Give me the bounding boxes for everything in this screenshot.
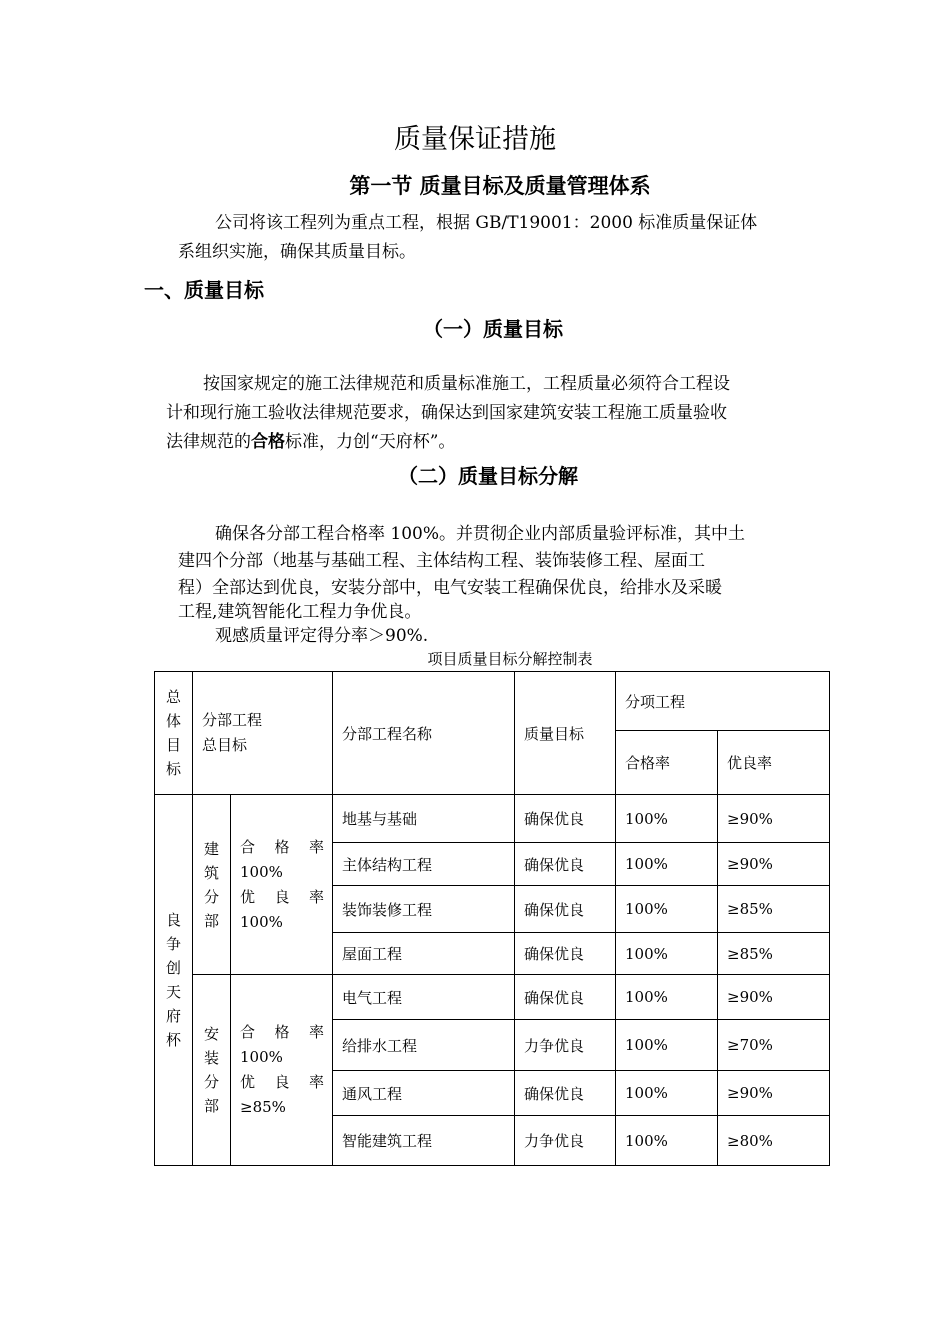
heading-quality-goal: 一、质量目标 bbox=[144, 278, 264, 302]
cell-name: 地基与基础 bbox=[333, 795, 515, 843]
goal-char: 格 bbox=[274, 837, 290, 856]
section-heading: 第一节 质量目标及质量管理体系 bbox=[349, 174, 651, 198]
para3-line-2: 建四个分部（地基与基础工程、主体结构工程、装饰装修工程、屋面工 bbox=[178, 551, 705, 571]
overall-goal-char: 良 bbox=[165, 911, 181, 929]
cell-pass: 100% bbox=[616, 843, 718, 886]
cell-exc: ≥90% bbox=[718, 843, 830, 886]
table-caption: 项目质量目标分解控制表 bbox=[427, 650, 593, 668]
group-label-char: 筑 bbox=[203, 863, 219, 882]
cell-pass: 100% bbox=[616, 1116, 718, 1166]
cell-exc: ≥85% bbox=[718, 933, 830, 975]
cell-pass: 100% bbox=[616, 975, 718, 1020]
header-overall-goal bbox=[155, 672, 193, 795]
para3-line-1: 确保各分部工程合格率 100%。并贯彻企业内部质量验评标准，其中土 bbox=[215, 524, 746, 544]
goal-exc-value: 100% bbox=[240, 912, 283, 931]
cell-exc: ≥90% bbox=[718, 795, 830, 843]
header-sub-goal-line: 分部工程 bbox=[202, 711, 263, 729]
group-label-char: 安 bbox=[203, 1025, 219, 1043]
goal-char: 优 bbox=[240, 887, 256, 906]
cell-target: 确保优良 bbox=[515, 975, 616, 1020]
subheading-quality-goal: （一）质量目标 bbox=[423, 317, 563, 341]
header-name: 分部工程名称 bbox=[333, 672, 515, 795]
goal-char: 优 bbox=[240, 1073, 256, 1091]
header-row-1 bbox=[155, 672, 830, 731]
overall-goal-char: 争 bbox=[165, 935, 181, 953]
header-sub-goal bbox=[193, 672, 333, 795]
header-overall-char: 体 bbox=[165, 712, 181, 730]
goal-char: 率 bbox=[308, 1023, 324, 1041]
cell-target: 确保优良 bbox=[515, 843, 616, 886]
cell-name: 主体结构工程 bbox=[333, 843, 515, 886]
para2-line-3-bold: 合格 bbox=[251, 432, 285, 452]
cell-name: 装饰装修工程 bbox=[333, 886, 515, 933]
goal-char: 良 bbox=[274, 1073, 290, 1091]
goal-pass-label bbox=[240, 1020, 324, 1045]
header-pass-rate: 合格率 bbox=[616, 731, 718, 795]
group-label-char: 建 bbox=[203, 839, 219, 858]
goal-exc-label bbox=[240, 885, 324, 910]
group-goal-installation bbox=[231, 975, 333, 1166]
group-label-char: 装 bbox=[203, 1049, 219, 1067]
cell-name: 智能建筑工程 bbox=[333, 1116, 515, 1166]
group-label-char: 部 bbox=[203, 1097, 219, 1115]
group-label-installation bbox=[193, 975, 231, 1166]
cell-pass: 100% bbox=[616, 1020, 718, 1071]
cell-exc: ≥90% bbox=[718, 1071, 830, 1116]
header-items: 分项工程 bbox=[616, 672, 830, 731]
para2-line-1: 按国家规定的施工法律规范和质量标准施工，工程质量必须符合工程设 bbox=[203, 374, 730, 394]
overall-goal-char: 府 bbox=[165, 1007, 181, 1025]
goal-pass-label bbox=[240, 835, 324, 860]
goal-pass-value: 100% bbox=[240, 862, 283, 881]
para3-line-4: 工程,建筑智能化工程力争优良。 bbox=[178, 602, 422, 622]
header-target: 质量目标 bbox=[515, 672, 616, 795]
goal-char: 率 bbox=[308, 837, 324, 856]
cell-exc: ≥80% bbox=[718, 1116, 830, 1166]
header-overall-char: 总 bbox=[165, 688, 181, 706]
header-overall-char: 标 bbox=[165, 760, 181, 778]
table-row bbox=[155, 795, 830, 843]
para4: 观感质量评定得分率＞90%. bbox=[215, 626, 429, 646]
overall-goal-cell bbox=[155, 795, 193, 1166]
group-label-char: 分 bbox=[203, 1073, 219, 1091]
cell-target: 力争优良 bbox=[515, 1020, 616, 1071]
para2-line-2: 计和现行施工验收法律规范要求，确保达到国家建筑安装工程施工质量验收 bbox=[166, 403, 727, 423]
table-row bbox=[155, 975, 830, 1020]
header-excellent-rate: 优良率 bbox=[718, 731, 830, 795]
quality-goal-table bbox=[154, 671, 830, 1166]
header-sub-goal-line: 总目标 bbox=[202, 736, 248, 754]
group-goal-building bbox=[231, 795, 333, 975]
para2-line-3-pre: 法律规范的 bbox=[166, 432, 251, 452]
document-title: 质量保证措施 bbox=[394, 124, 556, 155]
cell-pass: 100% bbox=[616, 795, 718, 843]
cell-target: 确保优良 bbox=[515, 795, 616, 843]
header-overall-char: 目 bbox=[165, 736, 181, 754]
overall-goal-char: 创 bbox=[165, 959, 181, 977]
group-label-char: 分 bbox=[203, 887, 219, 906]
goal-exc-label bbox=[240, 1070, 324, 1095]
goal-char: 率 bbox=[308, 887, 324, 906]
cell-target: 确保优良 bbox=[515, 933, 616, 975]
para2-line-3 bbox=[166, 428, 455, 456]
cell-name: 给排水工程 bbox=[333, 1020, 515, 1071]
goal-char: 合 bbox=[240, 1023, 256, 1041]
cell-name: 通风工程 bbox=[333, 1071, 515, 1116]
goal-pass-value: 100% bbox=[240, 1048, 283, 1066]
overall-goal-char: 天 bbox=[165, 983, 181, 1001]
group-label-building bbox=[193, 795, 231, 975]
cell-exc: ≥90% bbox=[718, 975, 830, 1020]
intro-line-2: 系组织实施，确保其质量目标。 bbox=[178, 242, 416, 262]
group-label-char: 部 bbox=[203, 911, 219, 930]
goal-char: 合 bbox=[240, 837, 256, 856]
cell-pass: 100% bbox=[616, 933, 718, 975]
para2-line-3-post: 标准，力创“天府杯”。 bbox=[285, 432, 456, 452]
cell-name: 屋面工程 bbox=[333, 933, 515, 975]
cell-name: 电气工程 bbox=[333, 975, 515, 1020]
cell-pass: 100% bbox=[616, 886, 718, 933]
cell-exc: ≥85% bbox=[718, 886, 830, 933]
goal-char: 率 bbox=[308, 1073, 324, 1091]
cell-target: 力争优良 bbox=[515, 1116, 616, 1166]
cell-target: 确保优良 bbox=[515, 1071, 616, 1116]
goal-exc-value: ≥85% bbox=[240, 1098, 286, 1116]
intro-line-1: 公司将该工程列为重点工程，根据 GB/T19001：2000 标准质量保证体 bbox=[215, 213, 758, 233]
goal-char: 格 bbox=[274, 1023, 290, 1041]
para3-line-3: 程）全部达到优良，安装分部中，电气安装工程确保优良，给排水及采暖 bbox=[178, 578, 722, 598]
subheading-goal-breakdown: （二）质量目标分解 bbox=[398, 464, 578, 488]
overall-goal-char: 杯 bbox=[165, 1031, 181, 1049]
cell-pass: 100% bbox=[616, 1071, 718, 1116]
cell-target: 确保优良 bbox=[515, 886, 616, 933]
cell-exc: ≥70% bbox=[718, 1020, 830, 1071]
goal-char: 良 bbox=[274, 887, 290, 906]
